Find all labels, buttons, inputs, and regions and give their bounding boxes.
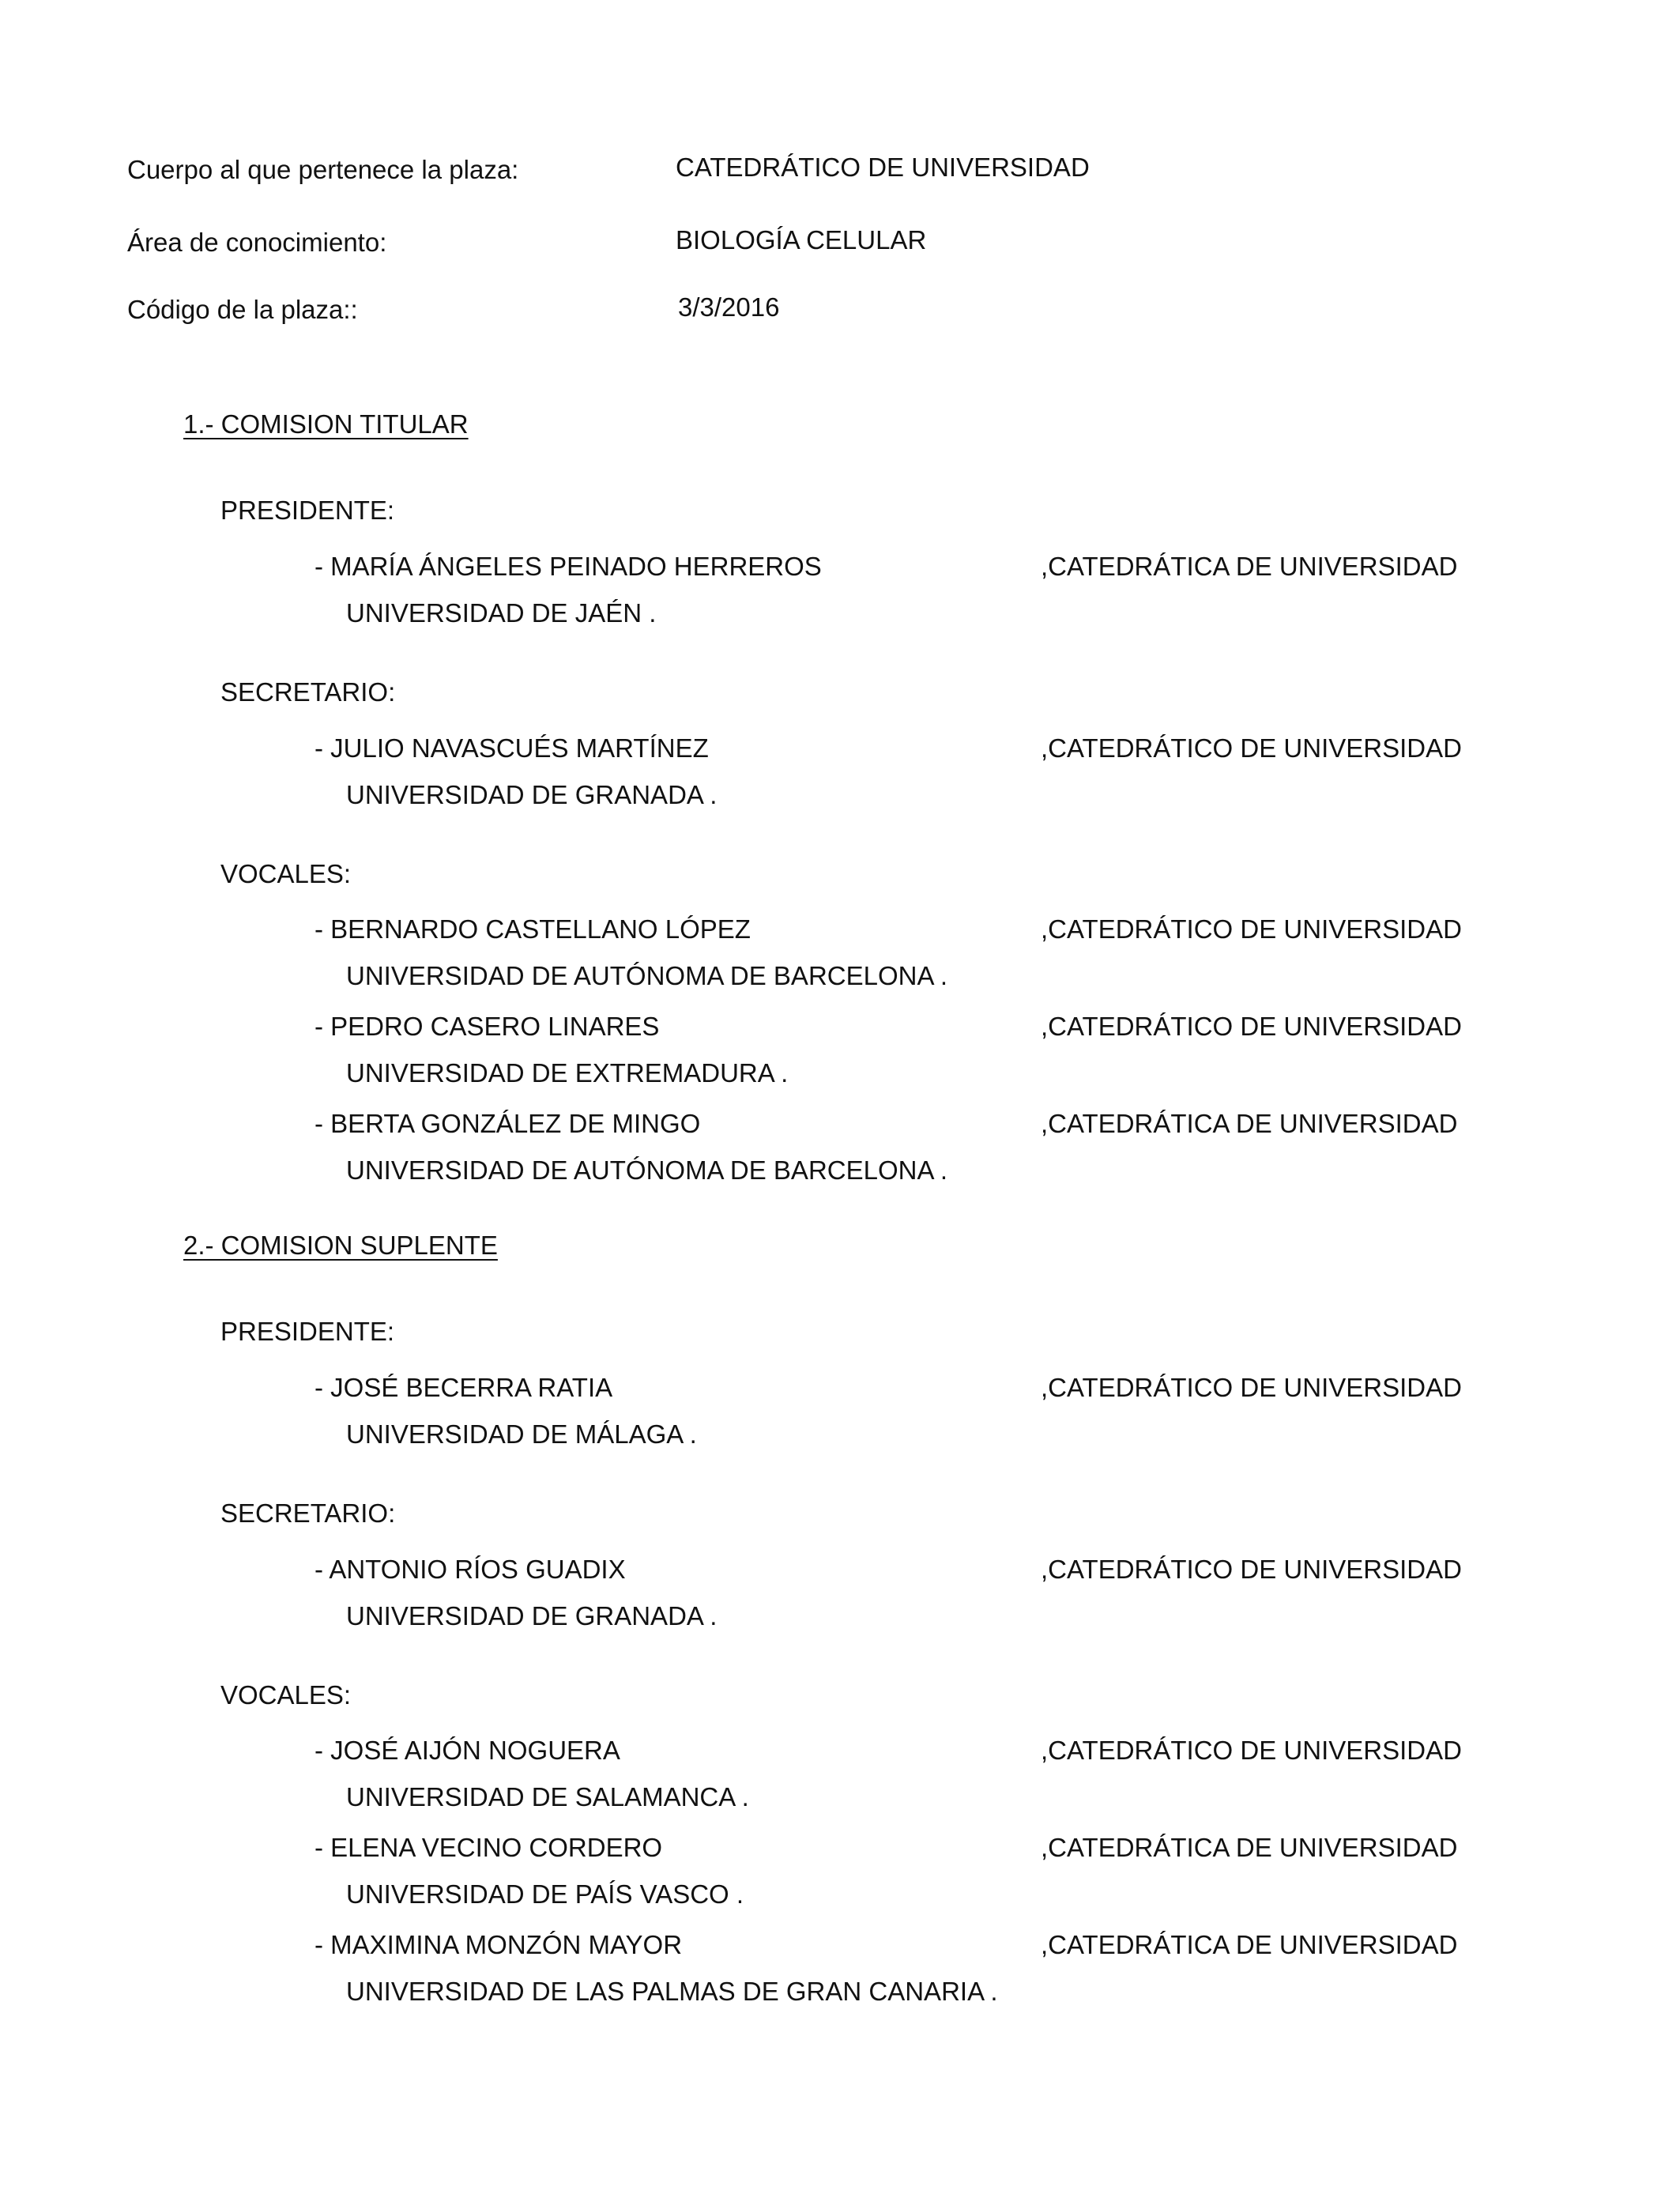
secretario-label: SECRETARIO:	[220, 677, 396, 707]
member-name: - ELENA VECINO CORDERO	[315, 1833, 663, 1862]
cuerpo-value: CATEDRÁTICO DE UNIVERSIDAD	[676, 153, 1090, 182]
member-role: ,CATEDRÁTICA DE UNIVERSIDAD	[1041, 1109, 1458, 1138]
vocales-label: VOCALES:	[220, 859, 352, 888]
member-role: ,CATEDRÁTICO DE UNIVERSIDAD	[1041, 914, 1462, 944]
member-role: ,CATEDRÁTICA DE UNIVERSIDAD	[1041, 1833, 1458, 1862]
presidente-label: PRESIDENTE:	[220, 1317, 395, 1346]
member-name: - JULIO NAVASCUÉS MARTÍNEZ	[315, 733, 709, 763]
member-name: - BERNARDO CASTELLANO LÓPEZ	[315, 914, 751, 944]
codigo-value: 3/3/2016	[678, 292, 780, 322]
member-university: UNIVERSIDAD DE MÁLAGA .	[346, 1419, 697, 1449]
vocales-label: VOCALES:	[220, 1680, 352, 1710]
member-university: UNIVERSIDAD DE JAÉN .	[346, 598, 657, 628]
member-role: ,CATEDRÁTICO DE UNIVERSIDAD	[1041, 1736, 1462, 1765]
member-role: ,CATEDRÁTICO DE UNIVERSIDAD	[1041, 733, 1462, 763]
member-name: - JOSÉ BECERRA RATIA	[315, 1373, 613, 1402]
area-label: Área de conocimiento:	[127, 228, 387, 257]
section-heading-suplente: 2.- COMISION SUPLENTE	[183, 1231, 498, 1260]
member-name: - MAXIMINA MONZÓN MAYOR	[315, 1930, 683, 1959]
member-university: UNIVERSIDAD DE PAÍS VASCO .	[346, 1879, 744, 1909]
member-role: ,CATEDRÁTICO DE UNIVERSIDAD	[1041, 1012, 1462, 1041]
member-university: UNIVERSIDAD DE GRANADA .	[346, 780, 718, 809]
member-university: UNIVERSIDAD DE SALAMANCA .	[346, 1782, 749, 1811]
member-name: - PEDRO CASERO LINARES	[315, 1012, 660, 1041]
member-university: UNIVERSIDAD DE AUTÓNOMA DE BARCELONA .	[346, 1155, 947, 1185]
member-name: - MARÍA ÁNGELES PEINADO HERREROS	[315, 552, 822, 581]
member-name: - BERTA GONZÁLEZ DE MINGO	[315, 1109, 701, 1138]
member-university: UNIVERSIDAD DE LAS PALMAS DE GRAN CANARIA .	[346, 1977, 998, 2006]
cuerpo-label: Cuerpo al que pertenece la plaza:	[127, 155, 519, 184]
member-role: ,CATEDRÁTICA DE UNIVERSIDAD	[1041, 1930, 1458, 1959]
member-role: ,CATEDRÁTICO DE UNIVERSIDAD	[1041, 1555, 1462, 1584]
member-name: - ANTONIO RÍOS GUADIX	[315, 1555, 626, 1584]
section-heading-titular: 1.- COMISION TITULAR	[183, 409, 469, 439]
member-university: UNIVERSIDAD DE EXTREMADURA .	[346, 1058, 789, 1088]
codigo-label: Código de la plaza::	[127, 295, 358, 324]
member-university: UNIVERSIDAD DE GRANADA .	[346, 1601, 718, 1630]
member-role: ,CATEDRÁTICA DE UNIVERSIDAD	[1041, 552, 1458, 581]
member-name: - JOSÉ AIJÓN NOGUERA	[315, 1736, 620, 1765]
member-university: UNIVERSIDAD DE AUTÓNOMA DE BARCELONA .	[346, 961, 947, 990]
presidente-label: PRESIDENTE:	[220, 496, 395, 525]
member-role: ,CATEDRÁTICO DE UNIVERSIDAD	[1041, 1373, 1462, 1402]
area-value: BIOLOGÍA CELULAR	[676, 225, 927, 254]
secretario-label: SECRETARIO:	[220, 1498, 396, 1528]
